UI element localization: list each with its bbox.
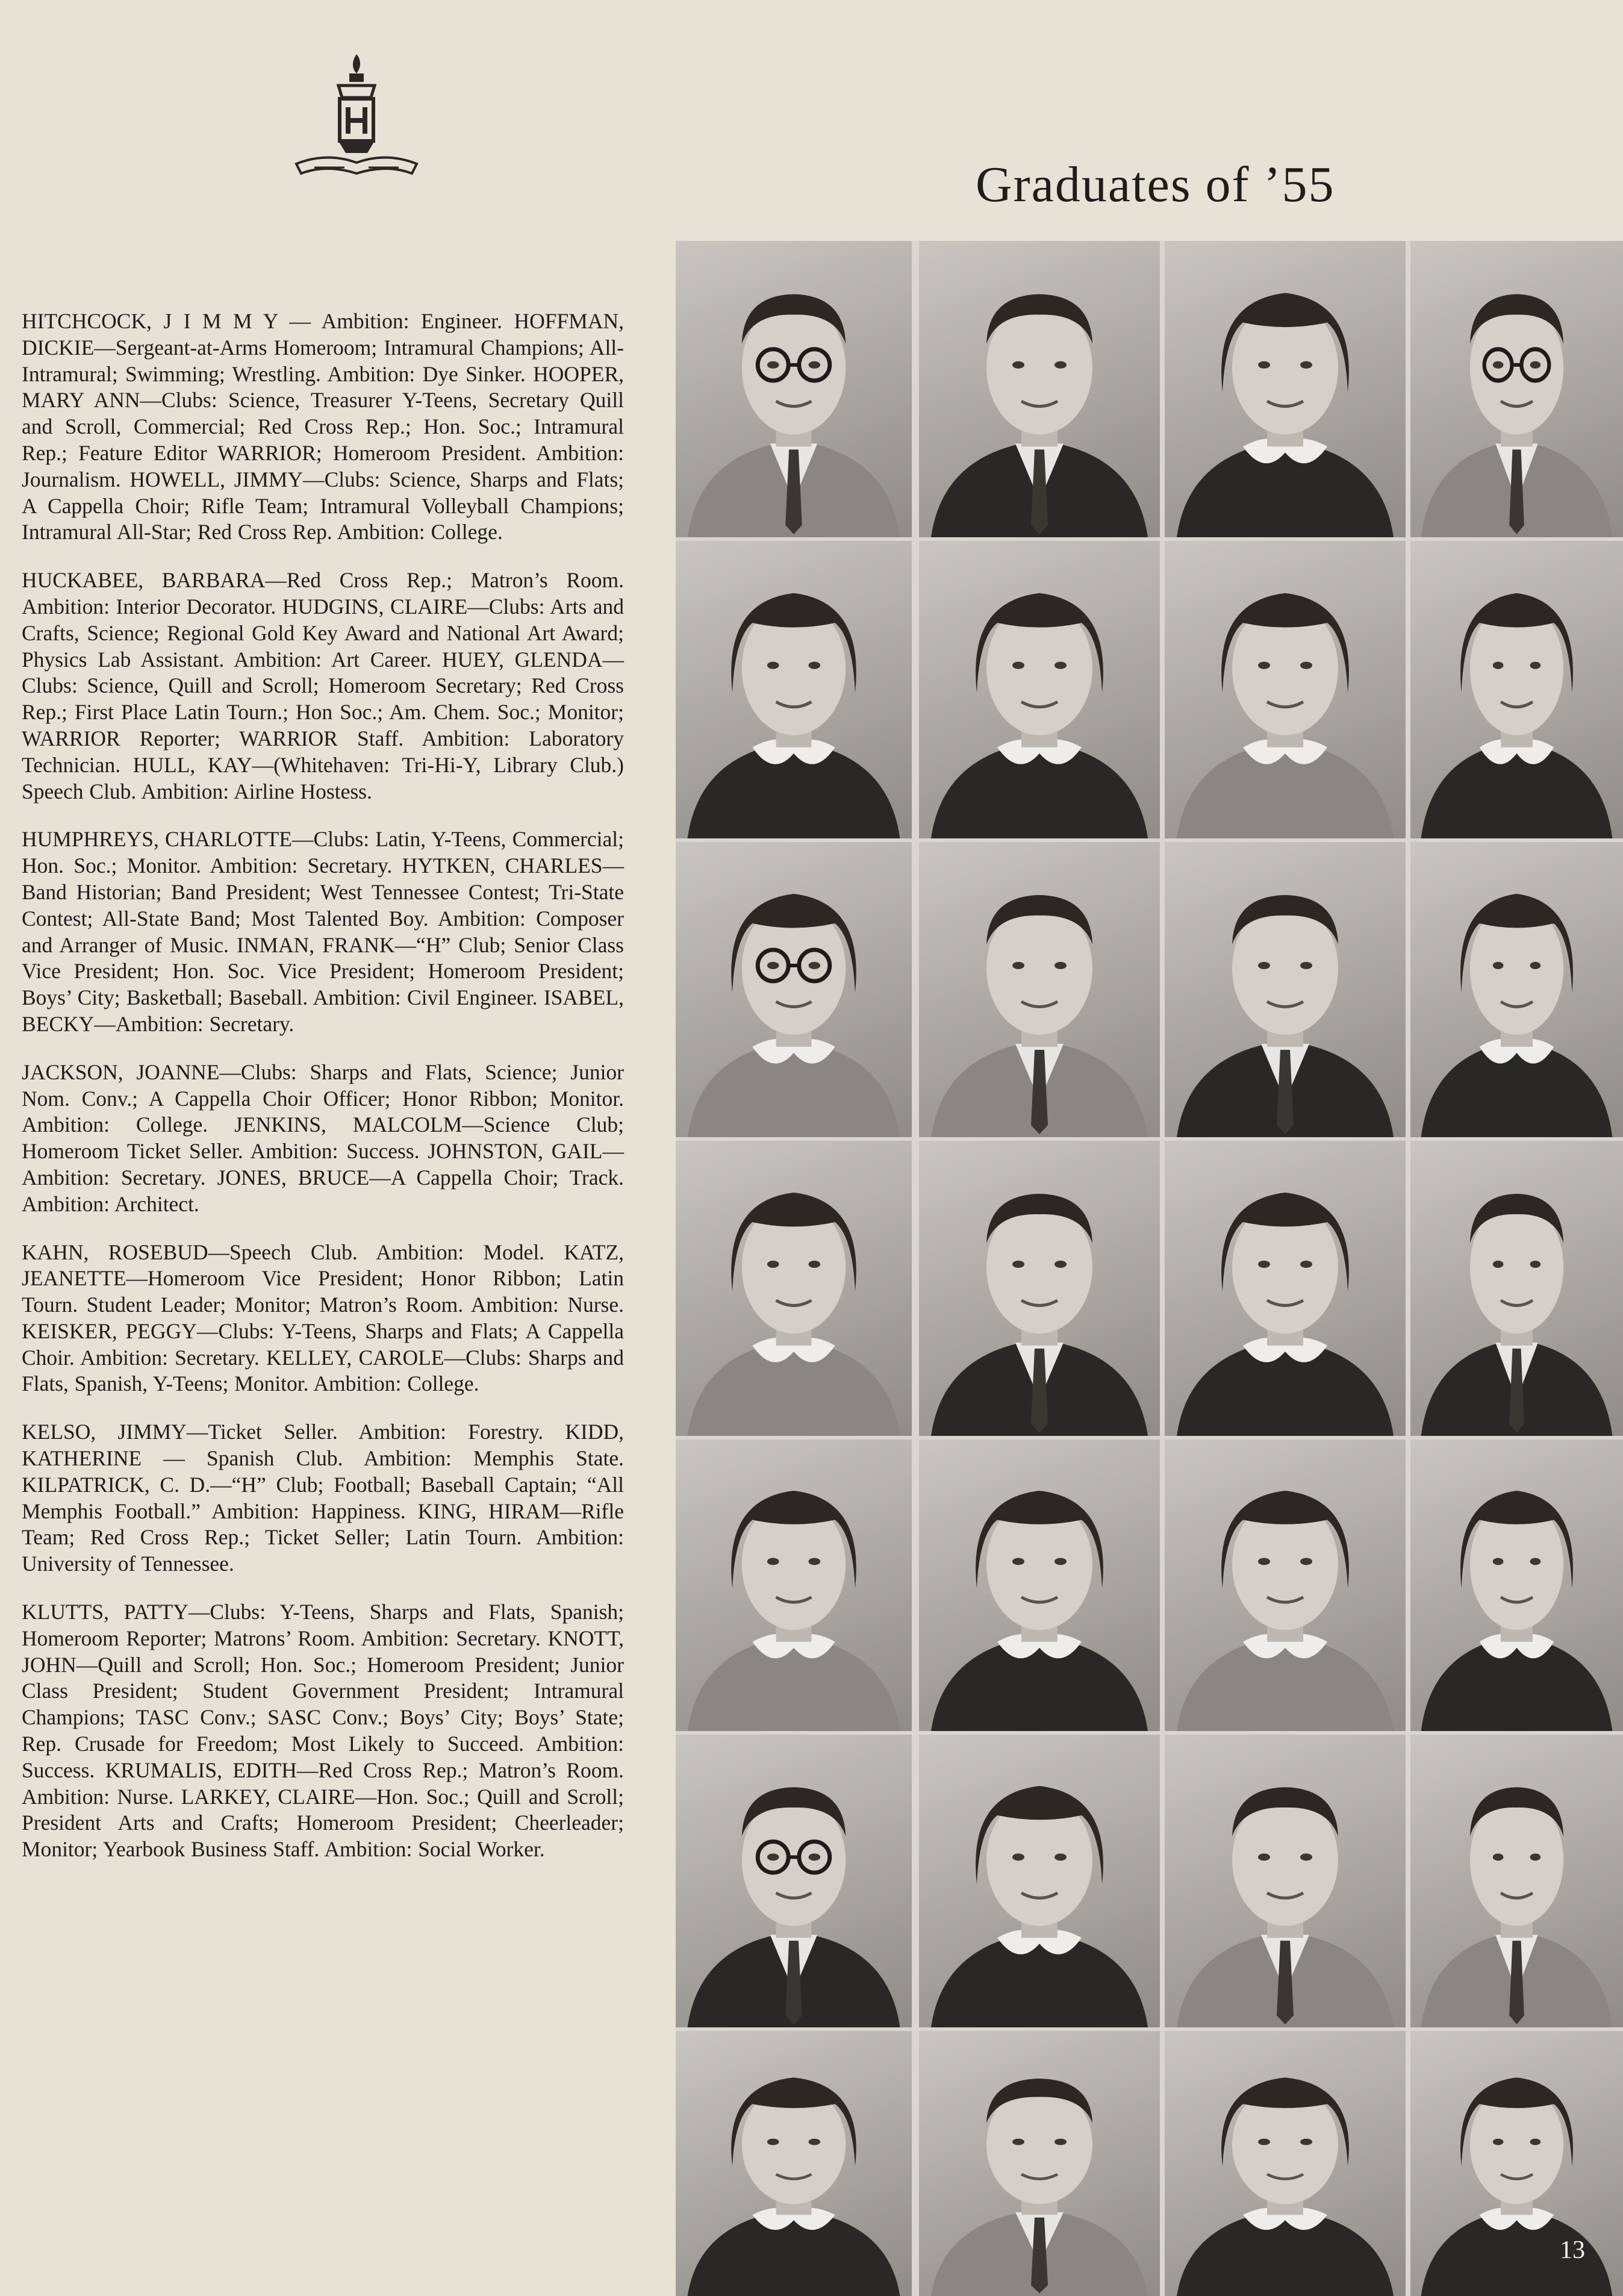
student-portrait (919, 1735, 1160, 2027)
student-portrait (1410, 1735, 1623, 2027)
bio-paragraph: HUCKABEE, BARBARA—Red Cross Rep.; Matron’s Room. Ambition: Interior Decorator. HUDGINS, CLAIRE—Clubs: Arts and Crafts, Science; Regional Gold Key Award and National Art Award; Physics Lab Assistant. Ambition: Art Career. HUEY, GLENDA—Clubs: Science, Quill and Scroll; Homeroom Secretary; Red Cross Rep.; First Place Latin Tourn.; Hon Soc.; Am. Chem. Soc.; Monitor; WARRIOR Reporter; WARRIOR Staff. Ambition: Laboratory Technician. HULL, KAY—(Whitehaven: Tri-Hi-Y, Library Club.) Speech Club. Ambition: Airline Hostess. (22, 568, 624, 803)
page-title: Graduates of ’55 (976, 157, 1335, 213)
student-portrait (1410, 842, 1623, 1137)
student-portrait (676, 1141, 912, 1436)
student-portrait (676, 541, 912, 838)
torch-lamp-crest-icon (290, 49, 423, 194)
student-portrait (1410, 241, 1623, 537)
student-portrait (919, 2031, 1160, 2296)
bio-paragraph: KLUTTS, PATTY—Clubs: Y-Teens, Sharps and Flats, Spanish; Homeroom Reporter; Matrons’ Room. Ambition: Secretary. KNOTT, JOHN—Quill and Scroll; Hon. Soc.; Homeroom President; Junior Class President; Student Government President; Intramural Champions; TASC Conv.; SASC Conv.; Boys’ City; Boys’ State; Rep. Crusade for Freedom; Most Likely to Succeed. Ambition: Success. KRUMALIS, EDITH—Red Cross Rep.; Matron’s Room. Ambition: Nurse. LARKEY, CLAIRE—Hon. Soc.; Quill and Scroll; President Arts and Crafts; Homeroom President; Cheerleader; Monitor; Yearbook Business Staff. Ambition: Social Worker. (22, 1600, 624, 1862)
student-portrait (919, 541, 1160, 838)
student-portrait (1410, 1440, 1623, 1731)
student-portrait (676, 241, 912, 537)
student-portrait (1165, 1440, 1406, 1731)
page-number: 13 (1560, 2236, 1585, 2264)
student-portrait (1165, 1735, 1406, 2027)
bio-paragraph: JACKSON, JOANNE—Clubs: Sharps and Flats, Science; Junior Nom. Conv.; A Cappella Choir Officer; Honor Ribbon; Monitor. Ambition: College. JENKINS, MALCOLM—Science Club; Homeroom Ticket Seller. Ambition: Success. JOHNSTON, GAIL—Ambition: Secretary. JONES, BRUCE—A Cappella Choir; Track. Ambition: Architect. (22, 1059, 624, 1216)
student-portrait (1410, 2031, 1623, 2296)
bio-paragraph: HUMPHREYS, CHARLOTTE—Clubs: Latin, Y-Teens, Commercial; Hon. Soc.; Monitor. Ambition: Secretary. HYTKEN, CHARLES—Band Historian; Band President; West Tennessee Contest; Tri-State Contest; All-State Band; Most Talented Boy. Ambition: Composer and Arranger of Music. INMAN, FRANK—“H” Club; Senior Class Vice President; Hon. Soc. Vice President; Homeroom President; Boys’ City; Basketball; Baseball. Ambition: Civil Engineer. ISABEL, BECKY—Ambition: Secretary. (22, 827, 624, 1036)
bio-paragraph: KAHN, ROSEBUD—Speech Club. Ambition: Model. KATZ, JEANETTE—Homeroom Vice President; Honor Ribbon; Latin Tourn. Student Leader; Monitor; Matron’s Room. Ambition: Nurse. KEISKER, PEGGY—Clubs: Y-Teens, Sharps and Flats; A Cappella Choir. Ambition: Secretary. KELLEY, CAROLE—Clubs: Sharps and Flats, Spanish, Y-Teens; Monitor. Ambition: College. (22, 1240, 624, 1396)
student-portrait (1165, 2031, 1406, 2296)
student-portrait (1165, 842, 1406, 1137)
student-portrait (919, 241, 1160, 537)
student-portrait (919, 1440, 1160, 1731)
portrait-grid (676, 241, 1623, 2296)
student-portrait (919, 1141, 1160, 1436)
bio-paragraph: HITCHCOCK, J I M M Y — Ambition: Engineer. HOFFMAN, DICKIE—Sergeant-at-Arms Homeroom; Intramural Champions; All-Intramural; Swimming; Wrestling. Ambition: Dye Sinker. HOOPER, MARY ANN—Clubs: Science, Treasurer Y-Teens, Secretary Quill and Scroll, Commercial; Red Cross Rep.; Hon. Soc.; Intramural Rep.; Feature Editor WARRIOR; Homeroom President. Ambition: Journalism. HOWELL, JIMMY—Clubs: Science, Sharps and Flats; A Cappella Choir; Rifle Team; Intramural Volleyball Champions; Intramural All-Star; Red Cross Rep. Ambition: College. (22, 309, 624, 544)
bio-paragraph: KELSO, JIMMY—Ticket Seller. Ambition: Forestry. KIDD, KATHERINE — Spanish Club. Ambition: Memphis State. KILPATRICK, C. D.—“H” Club; Football; Baseball Captain; “All Memphis Football.” Ambition: Happiness. KING, HIRAM—Rifle Team; Red Cross Rep.; Ticket Seller; Latin Tourn. Ambition: University of Tennessee. (22, 1420, 624, 1576)
student-portrait (676, 1735, 912, 2027)
student-portrait (676, 842, 912, 1137)
student-portrait (1410, 1141, 1623, 1436)
student-portrait (1410, 541, 1623, 838)
student-portrait (676, 2031, 912, 2296)
student-portrait (676, 1440, 912, 1731)
student-portrait (1165, 1141, 1406, 1436)
student-portrait (1165, 541, 1406, 838)
student-portrait (919, 842, 1160, 1137)
bio-column (22, 308, 624, 1885)
student-portrait (1165, 241, 1406, 537)
